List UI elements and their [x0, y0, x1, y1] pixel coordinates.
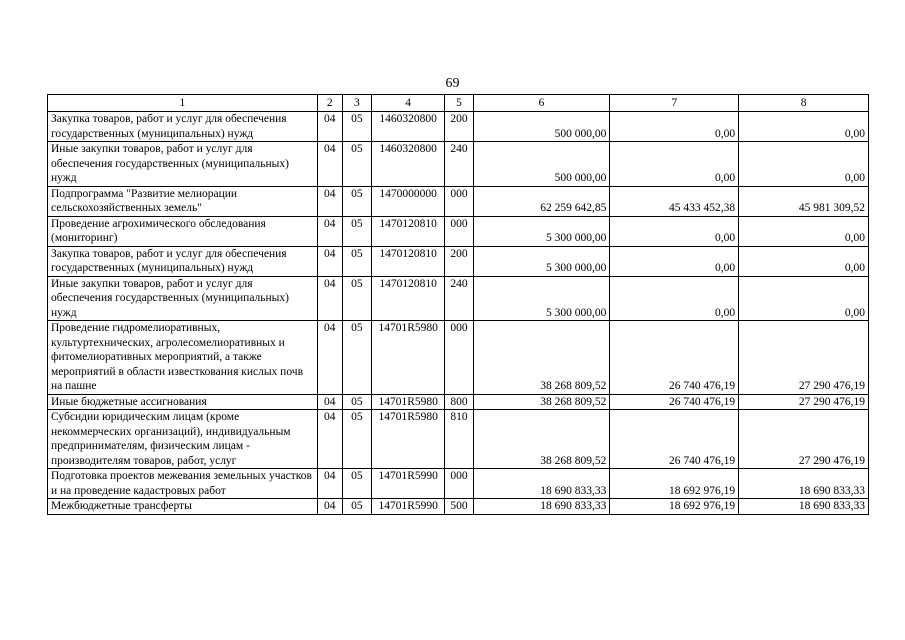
row-name-cell: Подпрограмма "Развитие мелиорации сельскохозяйственных земель"	[48, 186, 318, 216]
expense-type-cell: 000	[445, 216, 473, 246]
table-row	[48, 216, 869, 246]
subsection-code-cell: 05	[342, 246, 371, 276]
amount-col7-cell: 18 692 976,19	[610, 499, 739, 515]
amount-col6-cell: 38 268 809,52	[473, 410, 610, 469]
section-code-cell: 04	[317, 246, 342, 276]
target-article-cell: 1460320800	[371, 112, 444, 142]
amount-col7-cell: 0,00	[610, 216, 739, 246]
amount-col6-cell: 18 690 833,33	[473, 469, 610, 499]
amount-col6-cell: 5 300 000,00	[473, 276, 610, 321]
amount-col8-cell: 27 290 476,19	[739, 410, 869, 469]
table-row	[48, 394, 869, 410]
expense-type-cell: 000	[445, 321, 473, 395]
section-code-cell: 04	[317, 216, 342, 246]
subsection-code-cell: 05	[342, 216, 371, 246]
section-code-cell: 04	[317, 321, 342, 395]
table-row	[48, 142, 869, 187]
section-code-cell: 04	[317, 142, 342, 187]
section-code-cell: 04	[317, 499, 342, 515]
row-name-cell: Закупка товаров, работ и услуг для обеспечения государственных (муниципальных) нужд	[48, 112, 318, 142]
table-row	[48, 499, 869, 515]
amount-col8-cell: 0,00	[739, 216, 869, 246]
table-body	[48, 112, 869, 515]
amount-col8-cell: 45 981 309,52	[739, 186, 869, 216]
subsection-code-cell: 05	[342, 410, 371, 469]
section-code-cell: 04	[317, 276, 342, 321]
section-code-cell: 04	[317, 186, 342, 216]
amount-col7-cell: 18 692 976,19	[610, 469, 739, 499]
row-name-cell: Проведение гидромелиоративных, культуртехнических, агролесомелиоративных и фитомелиоративных мероприятий, а также мероприятий в области известкования кислых почв на пашне	[48, 321, 318, 395]
expense-type-cell: 500	[445, 499, 473, 515]
subsection-code-cell: 05	[342, 186, 371, 216]
expense-type-cell: 000	[445, 186, 473, 216]
subsection-code-cell: 05	[342, 142, 371, 187]
target-article-cell: 14701R5980	[371, 321, 444, 395]
amount-col7-cell: 0,00	[610, 142, 739, 187]
row-name-cell: Межбюджетные трансферты	[48, 499, 318, 515]
amount-col6-cell: 5 300 000,00	[473, 216, 610, 246]
target-article-cell: 1470120810	[371, 246, 444, 276]
page-number: 69	[445, 76, 460, 91]
subsection-code-cell: 05	[342, 276, 371, 321]
column-header: 6	[473, 95, 610, 112]
column-header: 8	[739, 95, 869, 112]
expense-type-cell: 200	[445, 246, 473, 276]
amount-col8-cell: 27 290 476,19	[739, 394, 869, 410]
column-header: 5	[445, 95, 473, 112]
amount-col6-cell: 5 300 000,00	[473, 246, 610, 276]
amount-col8-cell: 27 290 476,19	[739, 321, 869, 395]
column-header: 3	[342, 95, 371, 112]
amount-col7-cell: 0,00	[610, 112, 739, 142]
expense-type-cell: 240	[445, 142, 473, 187]
row-name-cell: Субсидии юридическим лицам (кроме некоммерческих организаций), индивидуальным предпринимателям, физическим лицам - производителям товаров, работ, услуг	[48, 410, 318, 469]
amount-col8-cell: 0,00	[739, 142, 869, 187]
amount-col8-cell: 18 690 833,33	[739, 469, 869, 499]
table-row	[48, 469, 869, 499]
table-row	[48, 321, 869, 395]
row-name-cell: Проведение агрохимического обследования (мониторинг)	[48, 216, 318, 246]
expense-type-cell: 240	[445, 276, 473, 321]
row-name-cell: Иные бюджетные ассигнования	[48, 394, 318, 410]
header-row	[48, 95, 869, 112]
subsection-code-cell: 05	[342, 499, 371, 515]
column-header: 2	[317, 95, 342, 112]
subsection-code-cell: 05	[342, 112, 371, 142]
target-article-cell: 1470000000	[371, 186, 444, 216]
expense-type-cell: 810	[445, 410, 473, 469]
target-article-cell: 1470120810	[371, 216, 444, 246]
target-article-cell: 1460320800	[371, 142, 444, 187]
target-article-cell: 1470120810	[371, 276, 444, 321]
table-row	[48, 410, 869, 469]
section-code-cell: 04	[317, 410, 342, 469]
amount-col8-cell: 0,00	[739, 246, 869, 276]
amount-col6-cell: 18 690 833,33	[473, 499, 610, 515]
section-code-cell: 04	[317, 394, 342, 410]
column-header: 1	[48, 95, 318, 112]
budget-table	[47, 94, 869, 515]
expense-type-cell: 000	[445, 469, 473, 499]
subsection-code-cell: 05	[342, 394, 371, 410]
amount-col6-cell: 38 268 809,52	[473, 321, 610, 395]
amount-col7-cell: 45 433 452,38	[610, 186, 739, 216]
table-row	[48, 186, 869, 216]
row-name-cell: Иные закупки товаров, работ и услуг для обеспечения государственных (муниципальных) нужд	[48, 276, 318, 321]
amount-col7-cell: 26 740 476,19	[610, 394, 739, 410]
subsection-code-cell: 05	[342, 469, 371, 499]
table-row	[48, 112, 869, 142]
target-article-cell: 14701R5990	[371, 469, 444, 499]
row-name-cell: Подготовка проектов межевания земельных участков и на проведение кадастровых работ	[48, 469, 318, 499]
subsection-code-cell: 05	[342, 321, 371, 395]
amount-col6-cell: 500 000,00	[473, 142, 610, 187]
row-name-cell: Иные закупки товаров, работ и услуг для обеспечения государственных (муниципальных) нужд	[48, 142, 318, 187]
target-article-cell: 14701R5980	[371, 410, 444, 469]
row-name-cell: Закупка товаров, работ и услуг для обеспечения государственных (муниципальных) нужд	[48, 246, 318, 276]
amount-col8-cell: 0,00	[739, 276, 869, 321]
target-article-cell: 14701R5990	[371, 499, 444, 515]
column-header: 4	[371, 95, 444, 112]
expense-type-cell: 800	[445, 394, 473, 410]
amount-col7-cell: 26 740 476,19	[610, 410, 739, 469]
amount-col8-cell: 0,00	[739, 112, 869, 142]
amount-col8-cell: 18 690 833,33	[739, 499, 869, 515]
amount-col6-cell: 62 259 642,85	[473, 186, 610, 216]
amount-col7-cell: 0,00	[610, 246, 739, 276]
amount-col7-cell: 26 740 476,19	[610, 321, 739, 395]
expense-type-cell: 200	[445, 112, 473, 142]
column-header: 7	[610, 95, 739, 112]
section-code-cell: 04	[317, 469, 342, 499]
table-row	[48, 246, 869, 276]
section-code-cell: 04	[317, 112, 342, 142]
amount-col7-cell: 0,00	[610, 276, 739, 321]
table-row	[48, 276, 869, 321]
amount-col6-cell: 500 000,00	[473, 112, 610, 142]
amount-col6-cell: 38 268 809,52	[473, 394, 610, 410]
target-article-cell: 14701R5980	[371, 394, 444, 410]
